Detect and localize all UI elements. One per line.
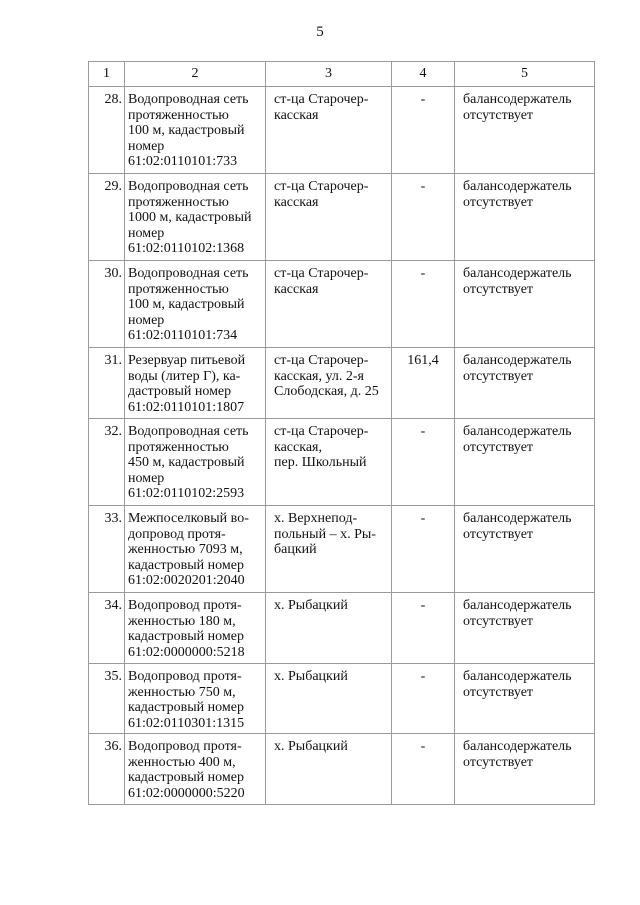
row-number: 32.: [89, 419, 125, 506]
object-name: Резервуар питьевой воды (литер Г), ка- дастровый номер 61:02:0110101:1807: [125, 348, 266, 419]
object-area: 161,4: [392, 348, 455, 419]
object-area: -: [392, 174, 455, 261]
row-number: 30.: [89, 261, 125, 348]
table-row: [89, 419, 595, 506]
balance-holder: балансодержатель отсутствует: [455, 734, 595, 805]
object-area: -: [392, 87, 455, 174]
balance-holder: балансодержатель отсутствует: [455, 419, 595, 506]
row-number: 31.: [89, 348, 125, 419]
object-name: Водопроводная сеть протяженностью 100 м, кадастровый номер 61:02:0110101:733: [125, 87, 266, 174]
column-header-5: 5: [455, 62, 595, 87]
object-area: -: [392, 734, 455, 805]
object-area: -: [392, 419, 455, 506]
balance-holder: балансодержатель отсутствует: [455, 664, 595, 734]
balance-holder: балансодержатель отсутствует: [455, 261, 595, 348]
object-location: ст-ца Старочер- касская, ул. 2-я Слободская, д. 25: [266, 348, 392, 419]
object-name: Водопроводная сеть протяженностью 100 м, кадастровый номер 61:02:0110101:734: [125, 261, 266, 348]
table-row: [89, 261, 595, 348]
balance-holder: балансодержатель отсутствует: [455, 593, 595, 664]
table-row: [89, 664, 595, 734]
object-area: -: [392, 506, 455, 593]
table-row: [89, 506, 595, 593]
object-name: Водопроводная сеть протяженностью 450 м, кадастровый номер 61:02:0110102:2593: [125, 419, 266, 506]
object-location: ст-ца Старочер- касская: [266, 174, 392, 261]
property-table: [88, 61, 595, 805]
balance-holder: балансодержатель отсутствует: [455, 506, 595, 593]
balance-holder: балансодержатель отсутствует: [455, 348, 595, 419]
column-header-2: 2: [125, 62, 266, 87]
page-number: 5: [316, 24, 324, 40]
object-name: Межпоселковый во- допровод протя- женностью 7093 м, кадастровый номер 61:02:0020201:2040: [125, 506, 266, 593]
table-row: [89, 593, 595, 664]
object-name: Водопроводная сеть протяженностью 1000 м, кадастровый номер 61:02:0110102:1368: [125, 174, 266, 261]
row-number: 33.: [89, 506, 125, 593]
column-header-1: 1: [89, 62, 125, 87]
object-area: -: [392, 261, 455, 348]
object-location: ст-ца Старочер- касская, пер. Школьный: [266, 419, 392, 506]
object-area: -: [392, 593, 455, 664]
balance-holder: балансодержатель отсутствует: [455, 87, 595, 174]
table-row: [89, 348, 595, 419]
row-number: 36.: [89, 734, 125, 805]
object-name: Водопровод протя- женностью 400 м, кадастровый номер 61:02:0000000:5220: [125, 734, 266, 805]
object-location: ст-ца Старочер- касская: [266, 87, 392, 174]
column-header-3: 3: [266, 62, 392, 87]
object-location: ст-ца Старочер- касская: [266, 261, 392, 348]
row-number: 35.: [89, 664, 125, 734]
table-row: [89, 734, 595, 805]
row-number: 29.: [89, 174, 125, 261]
table-row: [89, 174, 595, 261]
object-location: х. Рыбацкий: [266, 664, 392, 734]
table-row: [89, 87, 595, 174]
row-number: 28.: [89, 87, 125, 174]
table-header-row: [89, 62, 595, 87]
object-area: -: [392, 664, 455, 734]
object-name: Водопровод протя- женностью 750 м, кадастровый номер 61:02:0110301:1315: [125, 664, 266, 734]
column-header-4: 4: [392, 62, 455, 87]
row-number: 34.: [89, 593, 125, 664]
object-location: х. Верхнепод- польный – х. Ры- бацкий: [266, 506, 392, 593]
object-location: х. Рыбацкий: [266, 593, 392, 664]
object-name: Водопровод протя- женностью 180 м, кадастровый номер 61:02:0000000:5218: [125, 593, 266, 664]
object-location: х. Рыбацкий: [266, 734, 392, 805]
balance-holder: балансодержатель отсутствует: [455, 174, 595, 261]
